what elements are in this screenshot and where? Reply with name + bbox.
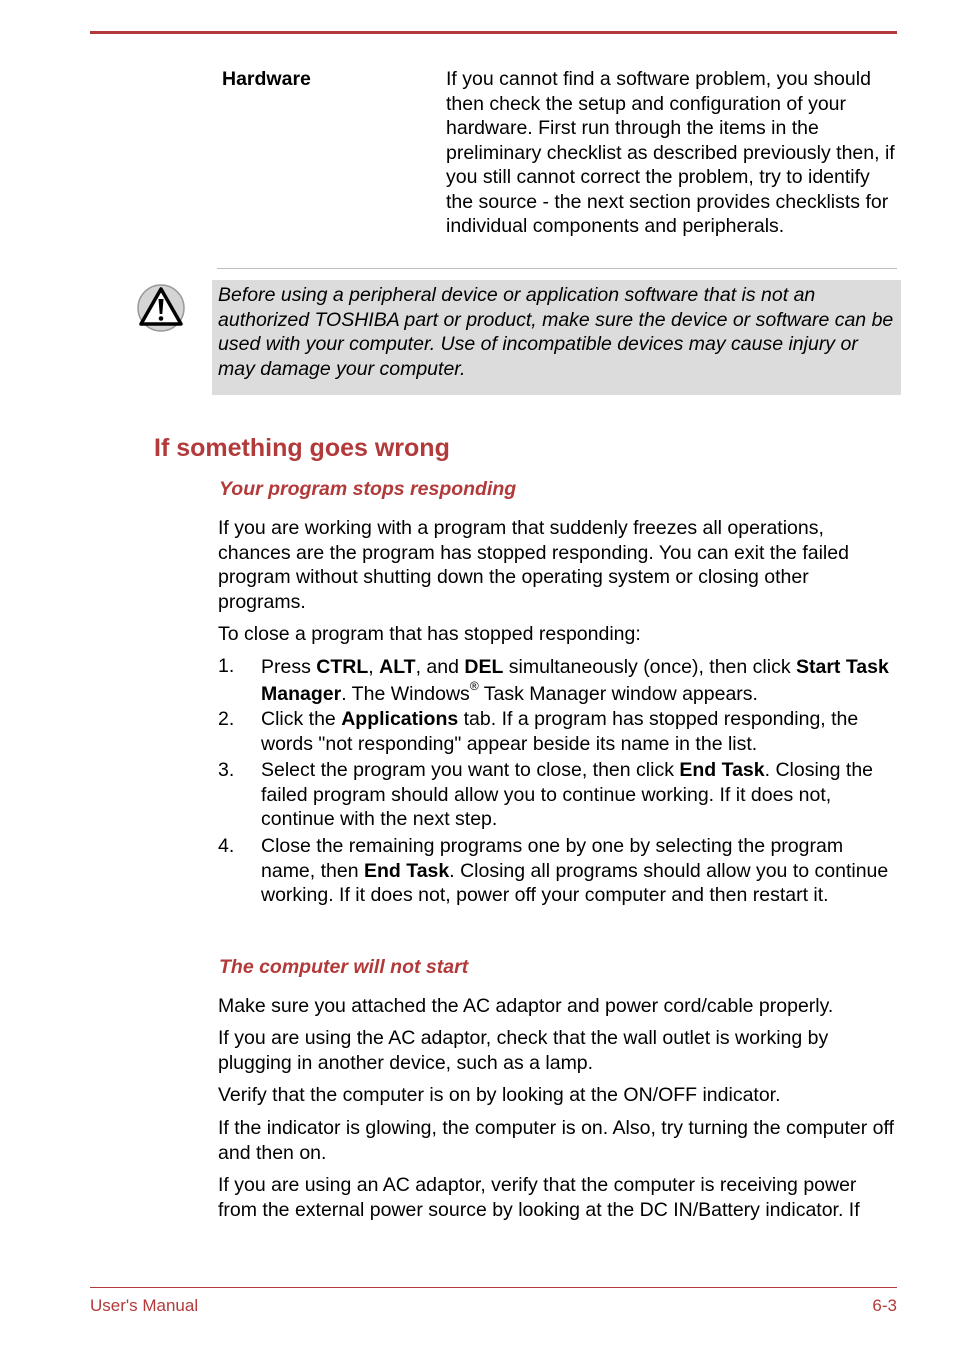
header-rule — [90, 31, 897, 34]
paragraph: If you are using the AC adaptor, check that the wall outlet is working by plugging in another device, such as a lamp. — [218, 1027, 829, 1074]
paragraph: Make sure you attached the AC adaptor and power cord/cable properly. — [218, 995, 834, 1017]
caution-note: Before using a peripheral device or application software that is not an authorized TOSHIBA part or product, make sure the device or software can be used with your computer. Use of incompatible devices may cause injury or may damage your computer. — [212, 280, 901, 395]
step-text: Select the program you want to close, then click End Task. Closing the failed program should allow you to continue working. If it does not, continue with the next step. — [261, 759, 874, 830]
subheading-will-not-start: The computer will not start — [219, 956, 469, 978]
step-number: 3. — [218, 759, 235, 781]
subheading-program-stops: Your program stops responding — [219, 478, 517, 500]
footer-rule — [90, 1287, 897, 1288]
table-divider — [217, 268, 897, 269]
paragraph: If you are using an AC adaptor, verify that the computer is receiving power from the external power source by looking at the DC IN/Battery indicator. If — [218, 1174, 860, 1221]
paragraph: Verify that the computer is on by looking at the ON/OFF indicator. — [218, 1084, 781, 1106]
step-number: 2. — [218, 708, 235, 730]
step-text: Click the Applications tab. If a program has stopped responding, the words "not responding" appear beside its name in the list. — [261, 708, 859, 755]
step-text: Press CTRL, ALT, and DEL simultaneously (once), then click Start Task Manager. The Windows® Task Manager window appears. — [261, 656, 889, 705]
paragraph: If you are working with a program that suddenly freezes all operations, chances are the program has stopped responding. You can exit the failed program without shutting down the operating system or closing other programs. — [218, 517, 849, 613]
step-text: Close the remaining programs one by one by selecting the program name, then End Task. Closing all programs should allow you to continue working. If it does not, power off your computer and then restart it. — [261, 835, 889, 906]
step-number: 4. — [218, 835, 235, 857]
paragraph: To close a program that has stopped responding: — [218, 623, 641, 645]
hardware-term: Hardware — [222, 68, 311, 90]
hardware-description: If you cannot find a software problem, you should then check the setup and configuration of your hardware. First run through the items in the preliminary checklist as described previously then, if you still cannot correct the problem, try to identify the source - the next section provides checklists for individual components and peripherals. — [446, 68, 895, 237]
paragraph: If the indicator is glowing, the computer is on. Also, try turning the computer off and then on. — [218, 1117, 894, 1164]
step-number: 1. — [218, 655, 235, 677]
warning-triangle-icon — [136, 283, 186, 333]
footer-manual-title: User's Manual — [90, 1296, 199, 1315]
page-number: 6-3 — [872, 1296, 897, 1315]
section-title: If something goes wrong — [154, 434, 450, 462]
